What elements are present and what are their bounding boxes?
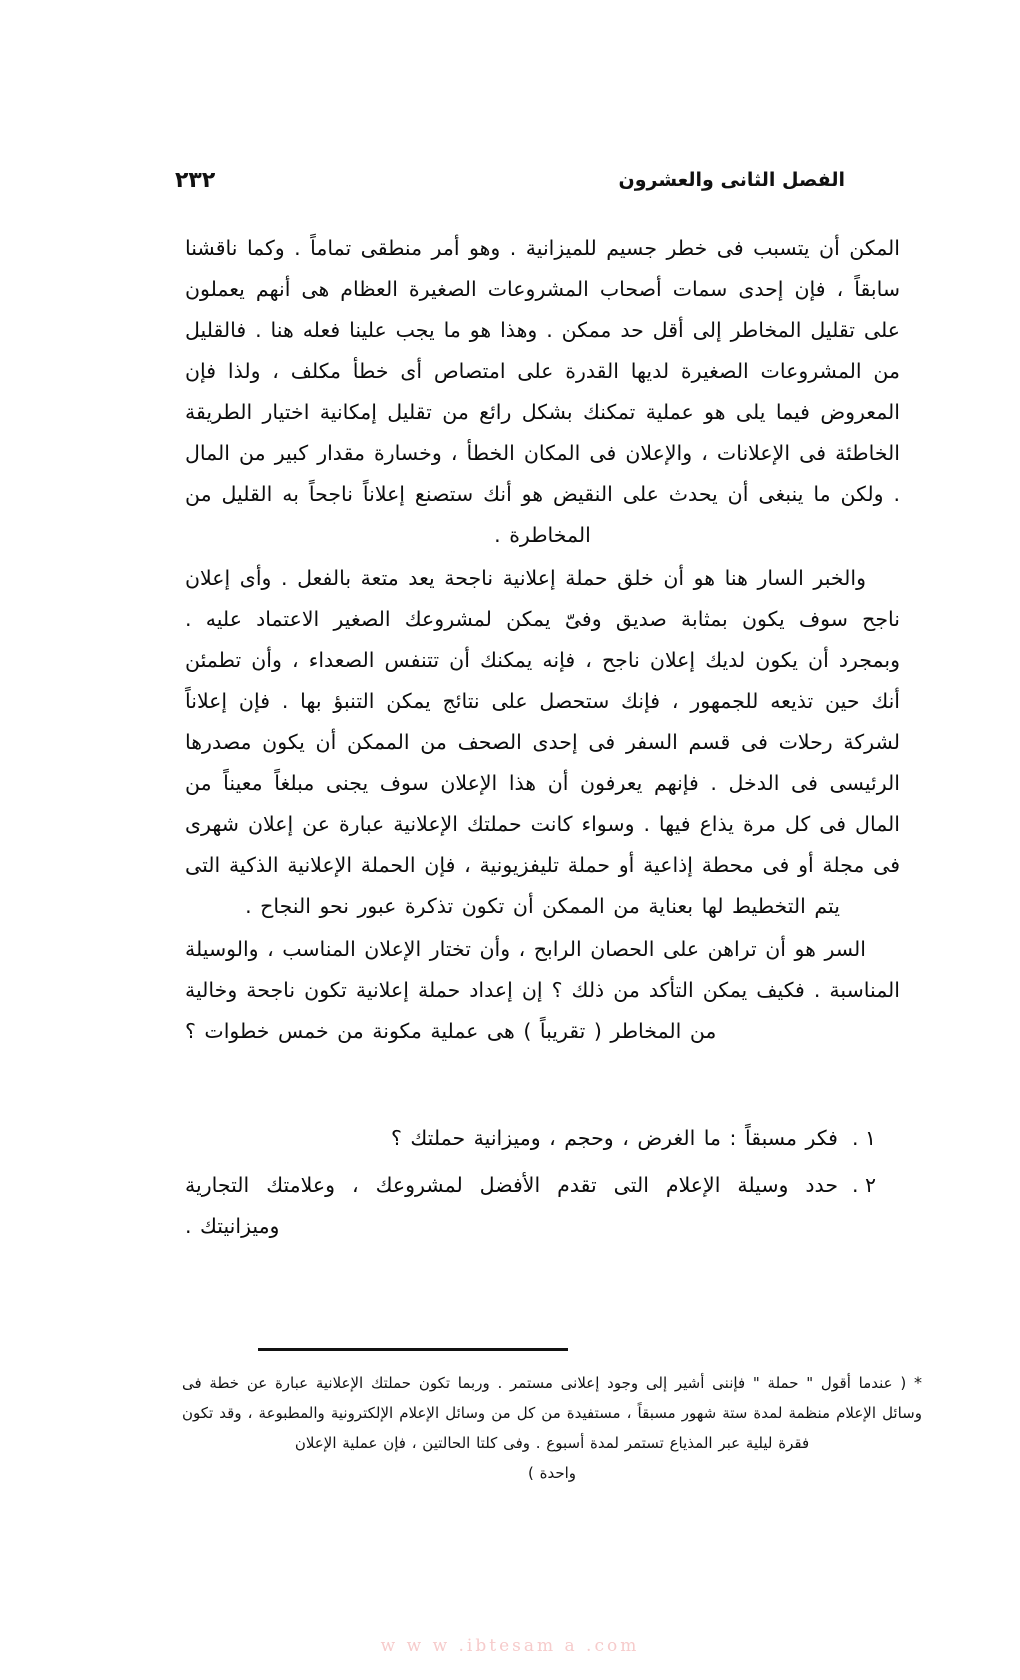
list-item-marker: ١ . [852, 1126, 877, 1150]
watermark: w w w .ibtesam a .com [380, 1636, 640, 1656]
paragraph-1: المكن أن يتسبب فى خطر جسيم للميزانية . وهو أمر منطقى تماماً . وكما ناقشنا سابقاً ، فإن إحدى سمات أصحاب المشروعات الصغيرة العظام هى أنهم يعملون على تقليل المخاطر إلى أقل حد ممكن . وهذا هو ما يجب علينا فعله هنا . فالقليل من المشروعات الصغيرة لديها القدرة على امتصاص أى خطأ مكلف ، ولذا فإن المعروض فيما يلى هو عملية تمكنك بشكل رائع من تقليل إمكانية اختيار الطريقة الخاطئة فى الإعلانات ، والإعلان فى المكان الخطأ ، وخسارة مقدار كبير من المال . ولكن ما ينبغى أن يحدث على النقيض هو أنك ستصنع إعلاناً ناجحاً به القليل من المخاطرة . [185, 236, 900, 547]
body-text [185, 228, 900, 1054]
list-item-label: حدد وسيلة الإعلام التى تقدم الأفضل لمشروعك ، وعلامتك التجارية وميزانيتك . [185, 1173, 838, 1238]
page-number: ٢٣٢ [175, 167, 216, 193]
list-item [185, 1118, 900, 1159]
list-item [185, 1165, 900, 1247]
paragraph-2: والخبر السار هنا هو أن خلق حملة إعلانية ناجحة يعد متعة بالفعل . وأى إعلان ناجح سوف يكون بمثابة صديق وفىّ يمكن لمشروعك الصغير الاعتماد عليه . وبمجرد أن يكون لديك إعلان ناجح ، فإنه يمكنك أن تتنفس الصعداء ، وأن تطمئن أنك حين تذيعه للجمهور ، فإنك ستحصل على نتائج يمكن التنبؤ بها . فإن إعلاناً لشركة رحلات فى قسم السفر فى إحدى الصحف من الممكن أن يكون مصدرها الرئيسى فى الدخل . فإنهم يعرفون أن هذا الإعلان سوف يجنى مبلغاً معيناً من المال فى كل مرة يذاع فيها . وسواء كانت حملتك الإعلانية عبارة عن إعلان شهرى فى مجلة أو فى محطة إذاعية أو حملة تليفزيونية ، فإن الحملة الإعلانية الذكية التى يتم التخطيط لها بعناية من الممكن أن تكون تذكرة عبور نحو النجاح . [185, 566, 900, 918]
footnote [182, 1368, 922, 1488]
footnote-marker: * [914, 1373, 922, 1392]
list-item-label: فكر مسبقاً : ما الغرض ، وحجم ، وميزانية حملتك ؟ [390, 1126, 838, 1150]
footnote-text-tail: واحدة ) [527, 1464, 577, 1482]
paragraph-3: السر هو أن تراهن على الحصان الرابح ، وأن تختار الإعلان المناسب ، والوسيلة المناسبة . فكيف يمكن التأكد من ذلك ؟ إن إعداد حملة إعلانية تكون ناجحة وخالية من المخاطر ( تقريباً ) هى عملية مكونة من خمس خطوات ؟ [185, 937, 900, 1043]
running-head [175, 160, 845, 200]
numbered-list [185, 1118, 900, 1253]
footnote-separator [258, 1348, 568, 1351]
footnote-text: ( عندما أقول " حملة " فإننى أشير إلى وجود إعلانى مستمر . وربما تكون حملتك الإعلانية عبارة عن خطة فى وسائل الإعلام منظمة لمدة ستة شهور مسبقاً ، مستفيدة من كل من وسائل الإعلام الإلكترونية والمطبوعة ، وقد تكون فقرة ليلية عبر المذياع تستمر لمدة أسبوع . وفى كلتا الحالتين ، فإن عملية الإعلان [182, 1374, 922, 1452]
list-item-marker: ٢ . [852, 1173, 877, 1197]
chapter-title: الفصل الثانى والعشرون [618, 169, 845, 191]
